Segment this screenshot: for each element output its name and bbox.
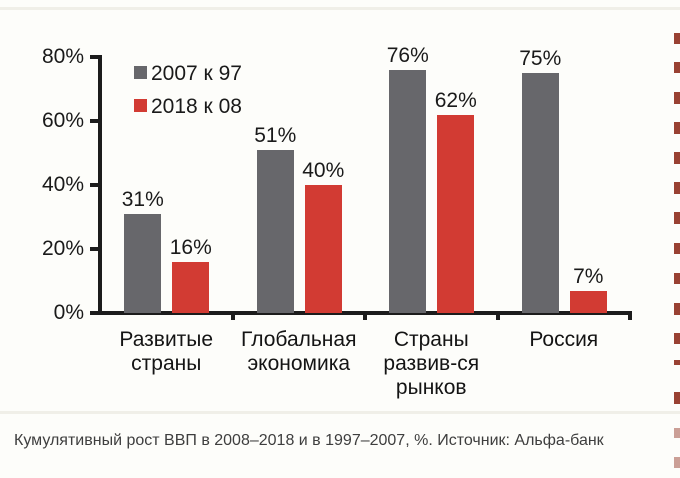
right-edge-clipped-text (674, 243, 680, 254)
x-axis-tick (628, 311, 632, 320)
x-axis-category-label (356, 328, 506, 400)
x-axis-tick (363, 311, 367, 320)
bar-series-0-cat-0 (124, 214, 161, 313)
category-label-line: рынков (395, 376, 467, 399)
bar-value-label: 75% (519, 47, 562, 70)
right-edge-clipped-text (674, 457, 680, 468)
legend-item (134, 62, 242, 86)
y-axis-tick-label: 20% (41, 237, 84, 260)
y-axis-tick (90, 119, 98, 123)
x-axis-category-label (91, 328, 241, 376)
right-edge-clipped-text (674, 303, 680, 315)
right-edge-clipped-text (674, 62, 680, 73)
category-label-line: Развитые (119, 328, 214, 351)
bar-value-label: 16% (169, 235, 212, 259)
category-label-line: страны (131, 352, 202, 375)
bar-series-1-cat-0 (172, 262, 209, 313)
y-axis-tick (90, 55, 98, 59)
y-axis-tick-label: 0% (53, 301, 84, 324)
right-edge-clipped-text (674, 333, 680, 344)
x-axis-tick (231, 311, 235, 320)
right-edge-clipped-text (674, 182, 680, 194)
bar-value-label: 62% (434, 88, 477, 112)
right-edge-clipped-text (674, 212, 680, 224)
bar-value-label: 51% (254, 123, 297, 147)
category-label-line: Россия (529, 328, 599, 351)
right-edge-clipped-text (674, 273, 680, 284)
right-edge-clipped-text (674, 122, 680, 134)
right-edge-clipped-text (674, 392, 680, 404)
right-edge-clipped-text (674, 428, 680, 438)
right-edge-clipped-text (674, 92, 680, 104)
category-label-line: Страны (393, 328, 469, 351)
x-axis-category-label (489, 328, 639, 352)
legend-item (134, 95, 242, 119)
legend-swatch-icon (134, 66, 147, 79)
legend-swatch-icon (134, 99, 147, 112)
bar-value-label: 40% (302, 159, 345, 182)
x-axis-category-label (224, 328, 374, 376)
bar-value-label: 7% (573, 264, 604, 288)
bar-series-1-cat-2 (437, 115, 474, 313)
chart-caption: Кумулятивный рост ВВП в 2008–2018 и в 1997–2007, %. Источник: Альфа-банк (14, 432, 604, 449)
y-axis-tick-label: 60% (41, 109, 84, 132)
bar-value-label: 76% (386, 43, 429, 67)
right-edge-clipped-text (674, 360, 680, 365)
y-axis-tick (90, 183, 98, 187)
legend-label: 2018 к 08 (151, 95, 242, 118)
right-edge-clipped-text (674, 33, 680, 44)
category-label-line: развив-ся (383, 352, 480, 375)
category-label-line: экономика (247, 352, 351, 375)
bar-value-label: 31% (121, 187, 164, 211)
category-label-line: Глобальная (241, 328, 357, 351)
y-axis-line (98, 55, 102, 315)
bar-series-1-cat-3 (570, 291, 607, 313)
right-edge-clipped-text (674, 152, 680, 164)
y-axis-tick (90, 247, 98, 251)
y-axis-tick (90, 311, 98, 315)
x-axis-tick (496, 311, 500, 320)
bar-series-1-cat-1 (305, 185, 342, 313)
legend-label: 2007 к 97 (151, 62, 242, 85)
y-axis-tick-label: 80% (41, 45, 84, 68)
y-axis-tick-label: 40% (41, 173, 84, 196)
